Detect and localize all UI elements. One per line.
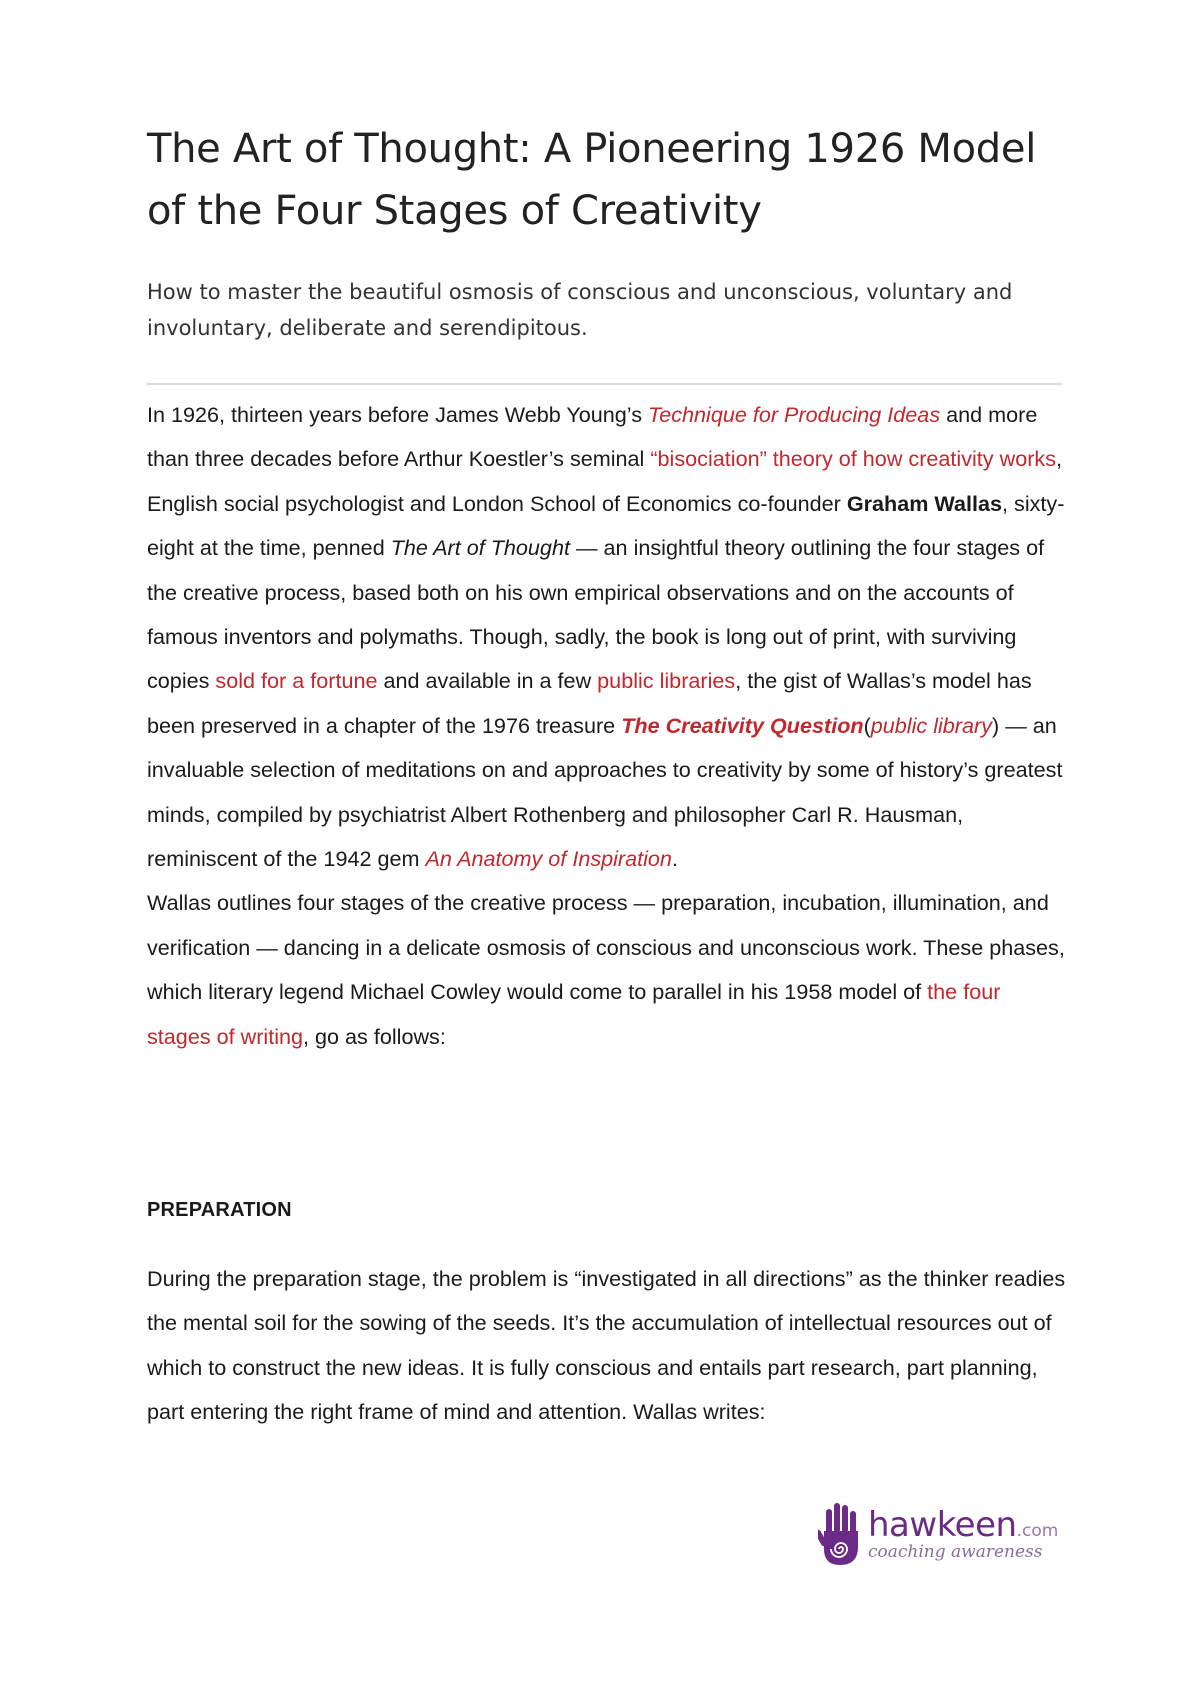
author-name: Graham Wallas <box>846 490 1003 516</box>
text-run: , English social psychologist and London School of Economics co-founder <box>147 446 1062 516</box>
preparation-paragraph: During the preparation stage, the problem is “investigated in all directions” as the thinker readies the mental soil for the sowing of the seeds. It’s the accumulation of intellectual resources out of which to construct the new ideas. It is fully conscious and entails part research, part planning, part entering the right frame of mind and attention. Wallas writes: <box>147 1266 1066 1425</box>
text-run: ) — an invaluable selection of meditations on and approaches to creativity by some of history’s greatest minds, compiled by psychiatrist Albert Rothenberg and philosopher Carl R. Hausman, reminiscent of the 1942 gem <box>147 712 1063 872</box>
logo-suffix: .com <box>1016 1521 1059 1541</box>
link-four-stages-of-writing[interactable]: the four stages of writing <box>147 979 1001 1049</box>
divider <box>147 383 1062 385</box>
link-sold-for-a-fortune[interactable]: sold for a fortune <box>215 668 378 694</box>
text-run: Wallas outlines four stages of the creative process — preparation, incubation, illumination, and verification — dancing in a delicate osmosis of conscious and unconscious work. These phases, which literary legend Michael Cowley would come to parallel in his 1958 model of <box>147 890 1065 1005</box>
text-run: , sixty-eight at the time, penned <box>147 490 1065 561</box>
text-run: , the gist of Wallas’s model has been preserved in a chapter of the 1976 treasure <box>147 668 1032 738</box>
section-heading: PREPARATION <box>147 1199 292 1221</box>
book-title: The Art of Thought <box>390 535 570 561</box>
text-run: ( <box>863 712 871 738</box>
preparation-body <box>147 1257 1067 1435</box>
text-run: . <box>671 846 678 872</box>
link-public-libraries[interactable]: public libraries <box>597 668 736 694</box>
logo-tagline: coaching awareness <box>868 1542 1043 1562</box>
text-run: — an insightful theory outlining the four stages of the creative process, based both on his own empirical observations and on the accounts of famous inventors and polymaths. Though, sadly, the book is long out of print, with surviving copies <box>147 535 1045 694</box>
link-bisociation-theory[interactable]: “bisociation” theory of how creativity works <box>650 446 1056 472</box>
text-run: , go as follows: <box>303 1023 446 1049</box>
link-technique-for-producing-ideas[interactable]: Technique for Producing Ideas <box>648 402 941 427</box>
text-run: and available in a few <box>377 668 598 694</box>
link-an-anatomy-of-inspiration[interactable]: An Anatomy of Inspiration <box>425 846 672 872</box>
text-run: and more than three decades before Arthur Koestler’s seminal <box>147 402 1038 472</box>
logo-name-text: hawkeen <box>868 1505 1017 1545</box>
stages-paragraph <box>147 881 1067 1059</box>
article-subtitle: How to master the beautiful osmosis of conscious and unconscious, voluntary and involuntary, deliberate and serendipitous. <box>147 280 1013 340</box>
link-the-creativity-question[interactable]: The Creativity Question <box>621 712 864 738</box>
text-run: In 1926, thirteen years before James Webb Young’s <box>147 402 648 427</box>
intro-paragraph <box>147 393 1067 881</box>
hawkeen-logo <box>818 1503 1068 1573</box>
article-title: The Art of Thought: A Pioneering 1926 Model of the Four Stages of Creativity <box>147 126 1037 234</box>
hand-spiral-icon <box>818 1503 864 1567</box>
link-public-library[interactable]: public library <box>870 712 992 738</box>
article-body <box>147 393 1067 1059</box>
